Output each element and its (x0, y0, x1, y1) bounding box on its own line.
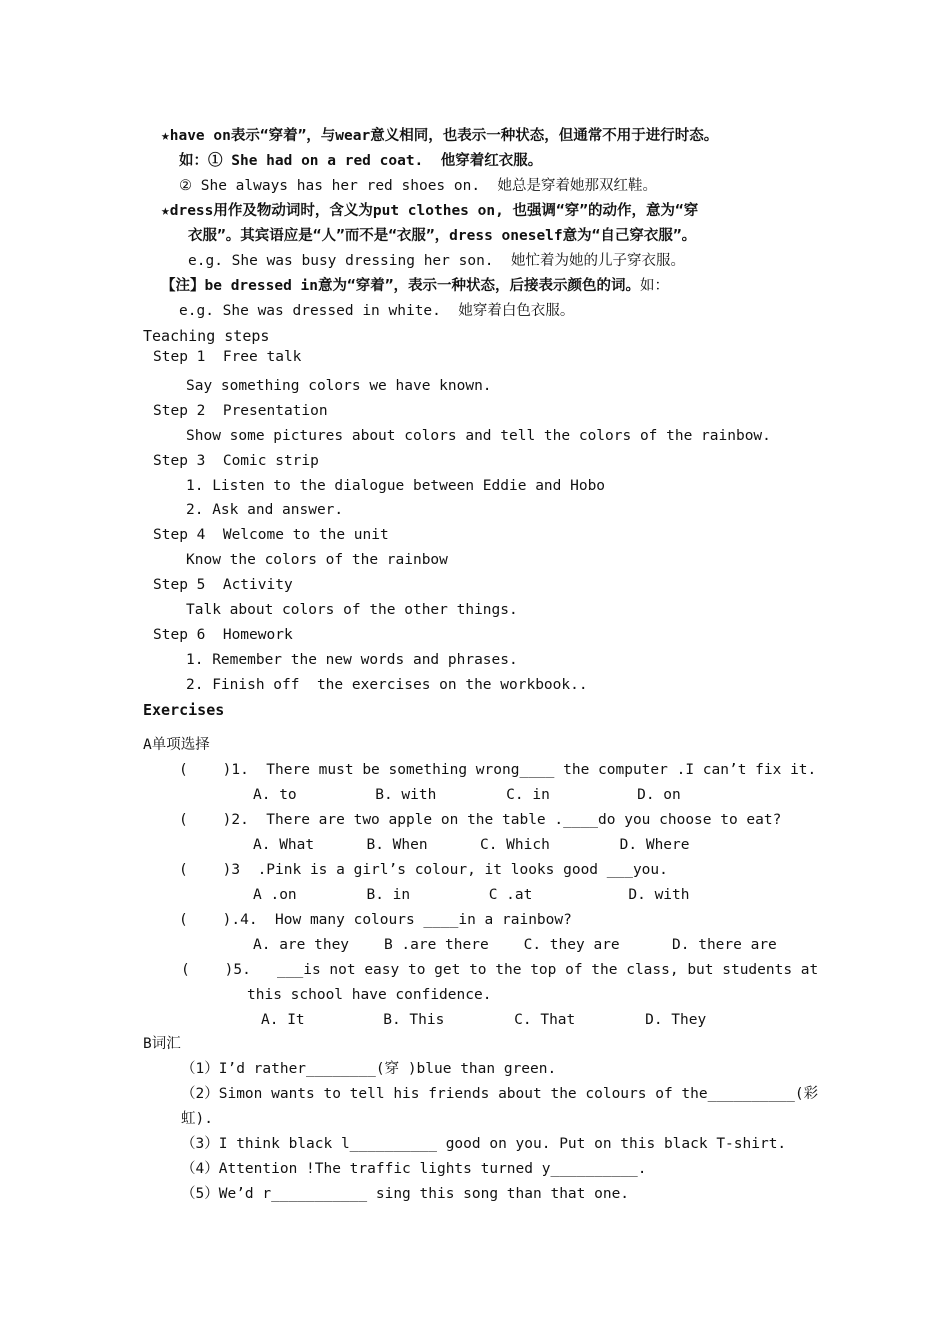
note-dress-example: e.g. She was busy dressing her son. 她忙着为她的儿子穿衣服。 (188, 253, 685, 269)
note-head: 【注】 (161, 278, 205, 294)
step-6-detail-2: 2. Finish off the exercises on the workbook.. (186, 677, 588, 693)
step-3-detail-2: 2. Ask and answer. (186, 502, 344, 518)
question-2: ( )2. There are two apple on the table .____do you choose to eat? (179, 812, 782, 828)
step-5-detail: Talk about colors of the other things. (186, 602, 518, 618)
note-body: be dressed in意为“穿着”，表示一种状态，后接表示颜色的词。 (204, 278, 640, 294)
question-4: ( ).4. How many colours ____in a rainbow? (179, 912, 572, 928)
note-tail: 如： (639, 278, 669, 294)
question-3-options: A .on B. in C .at D. with (253, 887, 690, 903)
vocab-5: （5）We’d r___________ sing this song than that one. (181, 1186, 630, 1202)
vocab-2: （2）Simon wants to tell his friends about the colours of the__________(彩 (181, 1086, 819, 1102)
step-2-title: Step 2 Presentation (153, 403, 328, 419)
question-2-options: A. What B. When C. Which D. Where (253, 837, 690, 853)
exercises-heading: Exercises (143, 701, 225, 719)
example-1-text: 如：① She had on a red coat. 他穿着红衣服。 (179, 153, 543, 169)
step-4-title: Step 4 Welcome to the unit (153, 527, 389, 543)
vocab-3: （3）I think black l__________ good on you. Put on this black T-shirt. (181, 1136, 787, 1152)
step-3-title: Step 3 Comic strip (153, 453, 319, 469)
step-5-title: Step 5 Activity (153, 577, 293, 593)
question-4-options: A. are they B .are there C. they are D. there are (253, 937, 777, 953)
note-have-on: ★have on表示“穿着”，与wear意义相同，也表示一种状态，但通常不用于进行时态。 (161, 128, 719, 144)
note-dressed-in-example: e.g. She was dressed in white. 她穿着白色衣服。 (179, 303, 575, 319)
note-dress-line-1: ★dress用作及物动词时，含义为put clothes on, 也强调“穿”的动作，意为“穿 (161, 203, 699, 219)
step-2-detail: Show some pictures about colors and tell the colors of the rainbow. (186, 428, 771, 444)
vocab-4: （4）Attention !The traffic lights turned y__________. (181, 1161, 647, 1177)
teaching-steps-heading: Teaching steps (143, 327, 270, 345)
question-5-options: A. It B. This C. That D. They (261, 1012, 707, 1028)
section-b-heading: B词汇 (143, 1036, 181, 1052)
question-5: ( )5. ___is not easy to get to the top of the class, but students at (181, 962, 819, 978)
step-3-detail-1: 1. Listen to the dialogue between Eddie and Hobo (186, 478, 606, 494)
note-dressed-in (161, 276, 669, 296)
note-have-on-example-1 (179, 151, 542, 171)
question-1: ( )1. There must be something wrong____ the computer .I can’t fix it. (179, 762, 817, 778)
step-4-detail: Know the colors of the rainbow (186, 552, 448, 568)
question-3: ( )3 .Pink is a girl’s colour, it looks good ___you. (179, 862, 668, 878)
vocab-1: （1）I’d rather________(穿 )blue than green. (181, 1061, 557, 1077)
question-1-options: A. to B. with C. in D. on (253, 787, 681, 803)
note-have-on-example-2: ② She always has her red shoes on. 她总是穿着她那双红鞋。 (179, 178, 658, 194)
question-5-continued: this school have confidence. (247, 987, 492, 1003)
step-1-title: Step 1 Free talk (153, 349, 302, 365)
note-dress-line-2: 衣服”。其宾语应是“人”而不是“衣服”，dress oneself意为“自己穿衣服”。 (188, 228, 697, 244)
step-6-detail-1: 1. Remember the new words and phrases. (186, 652, 518, 668)
step-1-detail: Say something colors we have known. (186, 378, 492, 394)
section-a-heading: A单项选择 (143, 737, 210, 753)
vocab-2-continued: 虹). (181, 1111, 213, 1127)
step-6-title: Step 6 Homework (153, 627, 293, 643)
